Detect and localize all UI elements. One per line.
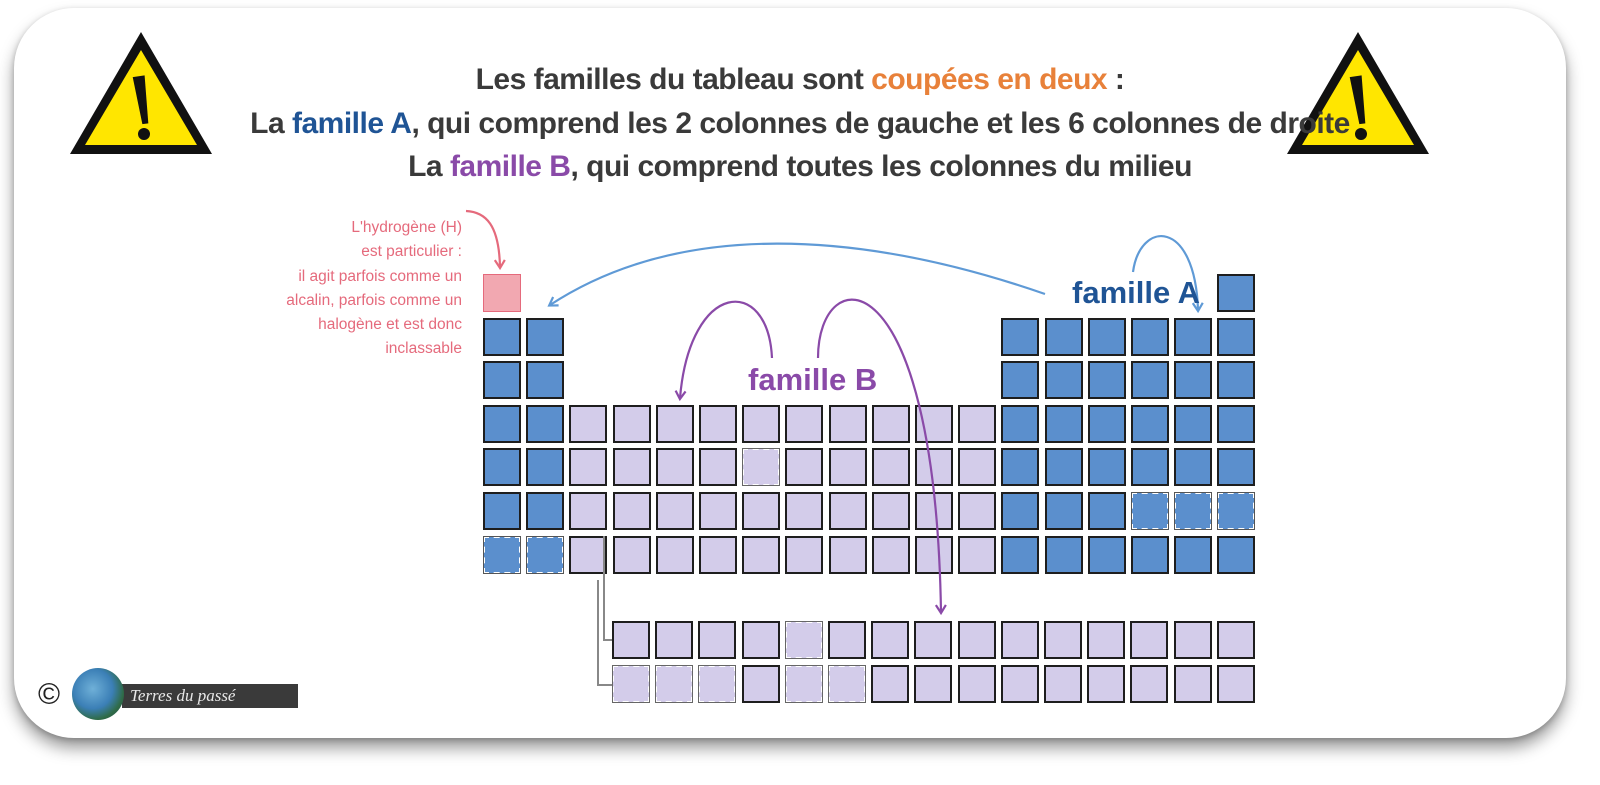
title-text: , qui comprend les 2 colonnes de gauche et les 6 colonnes de droite xyxy=(411,107,1350,140)
note-line: L'hydrogène (H) xyxy=(351,219,462,236)
note-line: est particulier : xyxy=(361,243,462,261)
famille-a-left-arrow-icon xyxy=(550,244,1045,305)
title-text: Les familles du tableau sont xyxy=(475,63,872,96)
note-line: il agit parfois comme un xyxy=(298,267,462,285)
famille-a-label: famille A xyxy=(1072,275,1201,310)
title-text: : xyxy=(1107,63,1125,96)
note-line: halogène et est donc xyxy=(318,316,462,334)
title-text: La xyxy=(250,107,292,140)
globe-icon xyxy=(72,668,124,720)
connector-line xyxy=(604,536,612,640)
title-text: , qui comprend toutes les colonnes du milieu xyxy=(570,150,1192,183)
title-highlight: coupées en deux xyxy=(871,63,1108,96)
note-line: inclassable xyxy=(385,340,462,358)
note-line: alcalin, parfois comme un xyxy=(286,291,462,309)
logo-name: Terres du passé xyxy=(130,686,236,705)
famille-b-down-arrow-icon xyxy=(818,300,941,612)
hydrogen-arrow-icon xyxy=(466,211,500,267)
title-highlight: famille A xyxy=(292,107,412,140)
copyright-symbol: © xyxy=(38,678,61,711)
famille-b-label: famille B xyxy=(748,362,878,397)
title-highlight: famille B xyxy=(449,150,571,183)
title-text: La xyxy=(408,150,450,183)
